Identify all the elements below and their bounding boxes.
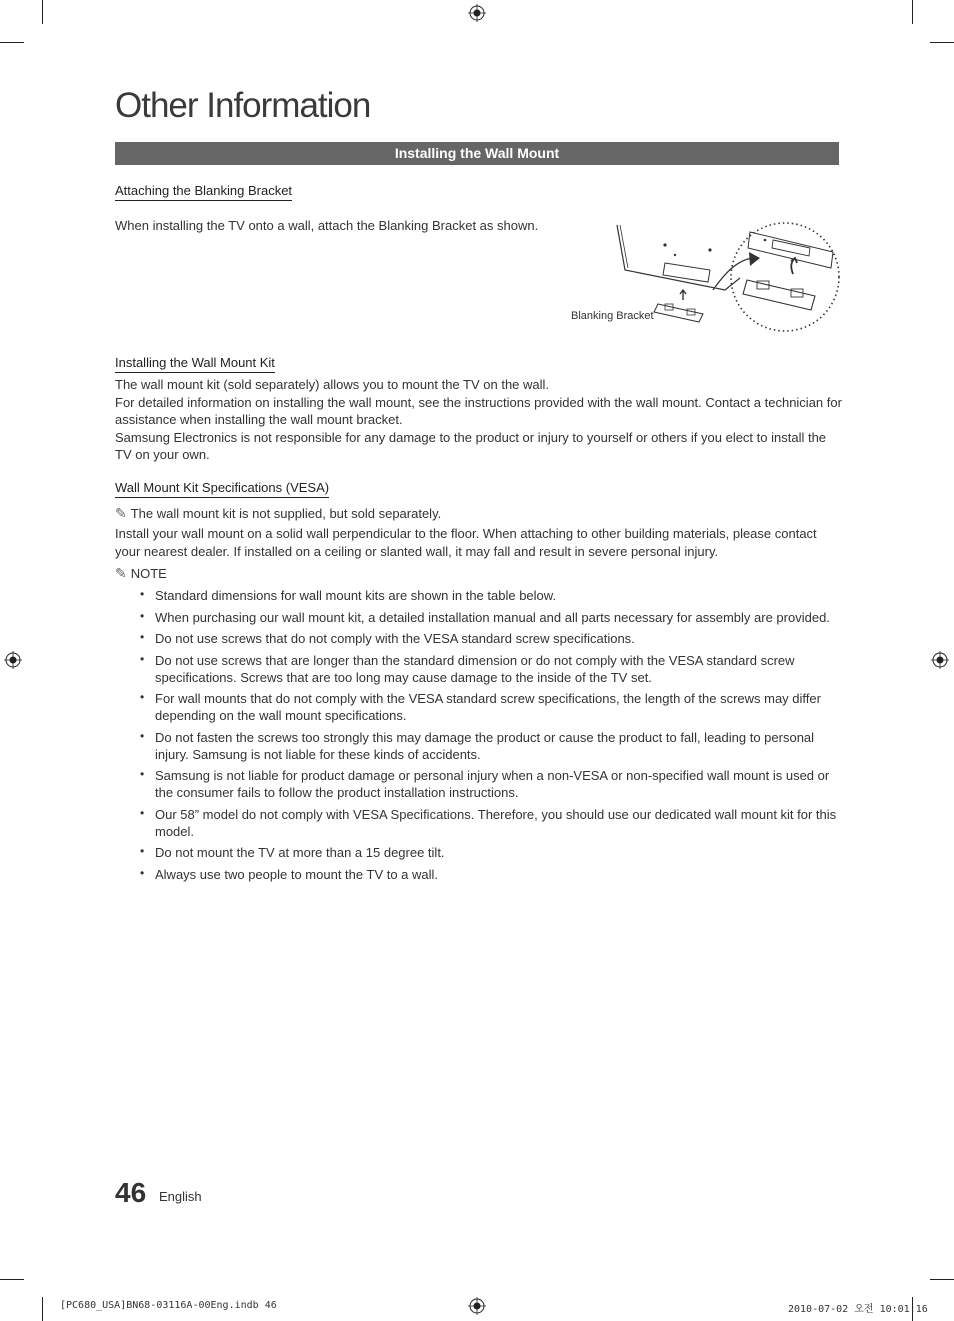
page-language: English xyxy=(159,1189,202,1204)
vesa-paragraph: Install your wall mount on a solid wall perpendicular to the floor. When attaching to other building materials, please contact your nearest dealer. If installed on a ceiling or slanted wall, it may fall and result in severe personal injury. xyxy=(115,526,817,559)
registration-mark-icon xyxy=(468,1297,486,1315)
crop-mark xyxy=(930,42,954,43)
figure-label: Blanking Bracket xyxy=(571,310,654,322)
page-title: Other Information xyxy=(115,86,371,125)
print-slug-file: [PC680_USA]BN68-03116A-00Eng.indb 46 xyxy=(60,1300,277,1311)
crop-mark xyxy=(912,0,913,24)
list-item: • Our 58” model do not comply with VESA Specifications. Therefore, you should use our dedicated wall mount kit for this model. xyxy=(138,806,843,840)
note-line-text: The wall mount kit is not supplied, but sold separately. xyxy=(130,506,442,521)
paragraph: For detailed information on installing the wall mount, see the instructions provided with the wall mount. Contact a technician for assistance when installing the wall mount bracket. xyxy=(115,394,842,427)
list-item: • Standard dimensions for wall mount kits are shown in the table below. xyxy=(138,587,843,604)
crop-mark xyxy=(0,1279,24,1280)
list-item: • Do not use screws that are longer than the standard dimension or do not comply with the VESA standard screw specifications. Screws that are too long may cause damage to the inside of the TV set. xyxy=(138,652,843,686)
registration-mark-icon xyxy=(4,651,22,669)
vesa-heading: Wall Mount Kit Specifications (VESA) xyxy=(115,480,329,498)
wall-mount-kit-body xyxy=(115,376,845,464)
note-label: NOTE xyxy=(130,566,167,581)
crop-mark xyxy=(0,42,24,43)
crop-mark xyxy=(42,1297,43,1321)
blanking-bracket-text: When installing the TV onto a wall, attach the Blanking Bracket as shown. xyxy=(115,218,539,233)
paragraph: The wall mount kit (sold separately) allows you to mount the TV on the wall. xyxy=(115,377,550,392)
vesa-note-line xyxy=(115,505,845,523)
list-item: • Do not mount the TV at more than a 15 degree tilt. xyxy=(138,844,843,861)
wall-mount-kit-heading: Installing the Wall Mount Kit xyxy=(115,355,275,373)
blanking-bracket-heading: Attaching the Blanking Bracket xyxy=(115,183,292,201)
registration-mark-icon xyxy=(468,4,486,22)
list-item: • Samsung is not liable for product damage or personal injury when a non-VESA or non-specified wall mount is used or the consumer fails to follow the product installation instructions. xyxy=(138,767,843,801)
list-item: • For wall mounts that do not comply with the VESA standard screw specifications, the length of the screws may differ depending on the wall mount specifications. xyxy=(138,690,843,724)
list-item: • Do not fasten the screws too strongly this may damage the product or cause the product to fall, leading to personal injury. Samsung is not liable for these kinds of accidents. xyxy=(138,729,843,763)
paragraph: Samsung Electronics is not responsible for any damage to the product or injury to yourself or others if you elect to install the TV on your own. xyxy=(115,429,827,462)
note-bullet-list xyxy=(138,587,843,887)
list-item: • Always use two people to mount the TV to a wall. xyxy=(138,866,843,883)
crop-mark xyxy=(930,1279,954,1280)
pencil-note-icon: ✎ xyxy=(115,565,127,581)
page-number: 46 xyxy=(115,1177,147,1208)
note-label-row xyxy=(115,565,167,583)
print-slug-date: 2010-07-02 오전 10:01:16 xyxy=(788,1304,928,1315)
list-item: • When purchasing our wall mount kit, a detailed installation manual and all parts necessary for assembly are provided. xyxy=(138,609,843,626)
pencil-note-icon: ✎ xyxy=(115,505,127,521)
crop-mark xyxy=(42,0,43,24)
registration-mark-icon xyxy=(931,651,949,669)
section-title-bar: Installing the Wall Mount xyxy=(115,142,839,165)
list-item: • Do not use screws that do not comply with the VESA standard screw specifications. xyxy=(138,630,843,647)
